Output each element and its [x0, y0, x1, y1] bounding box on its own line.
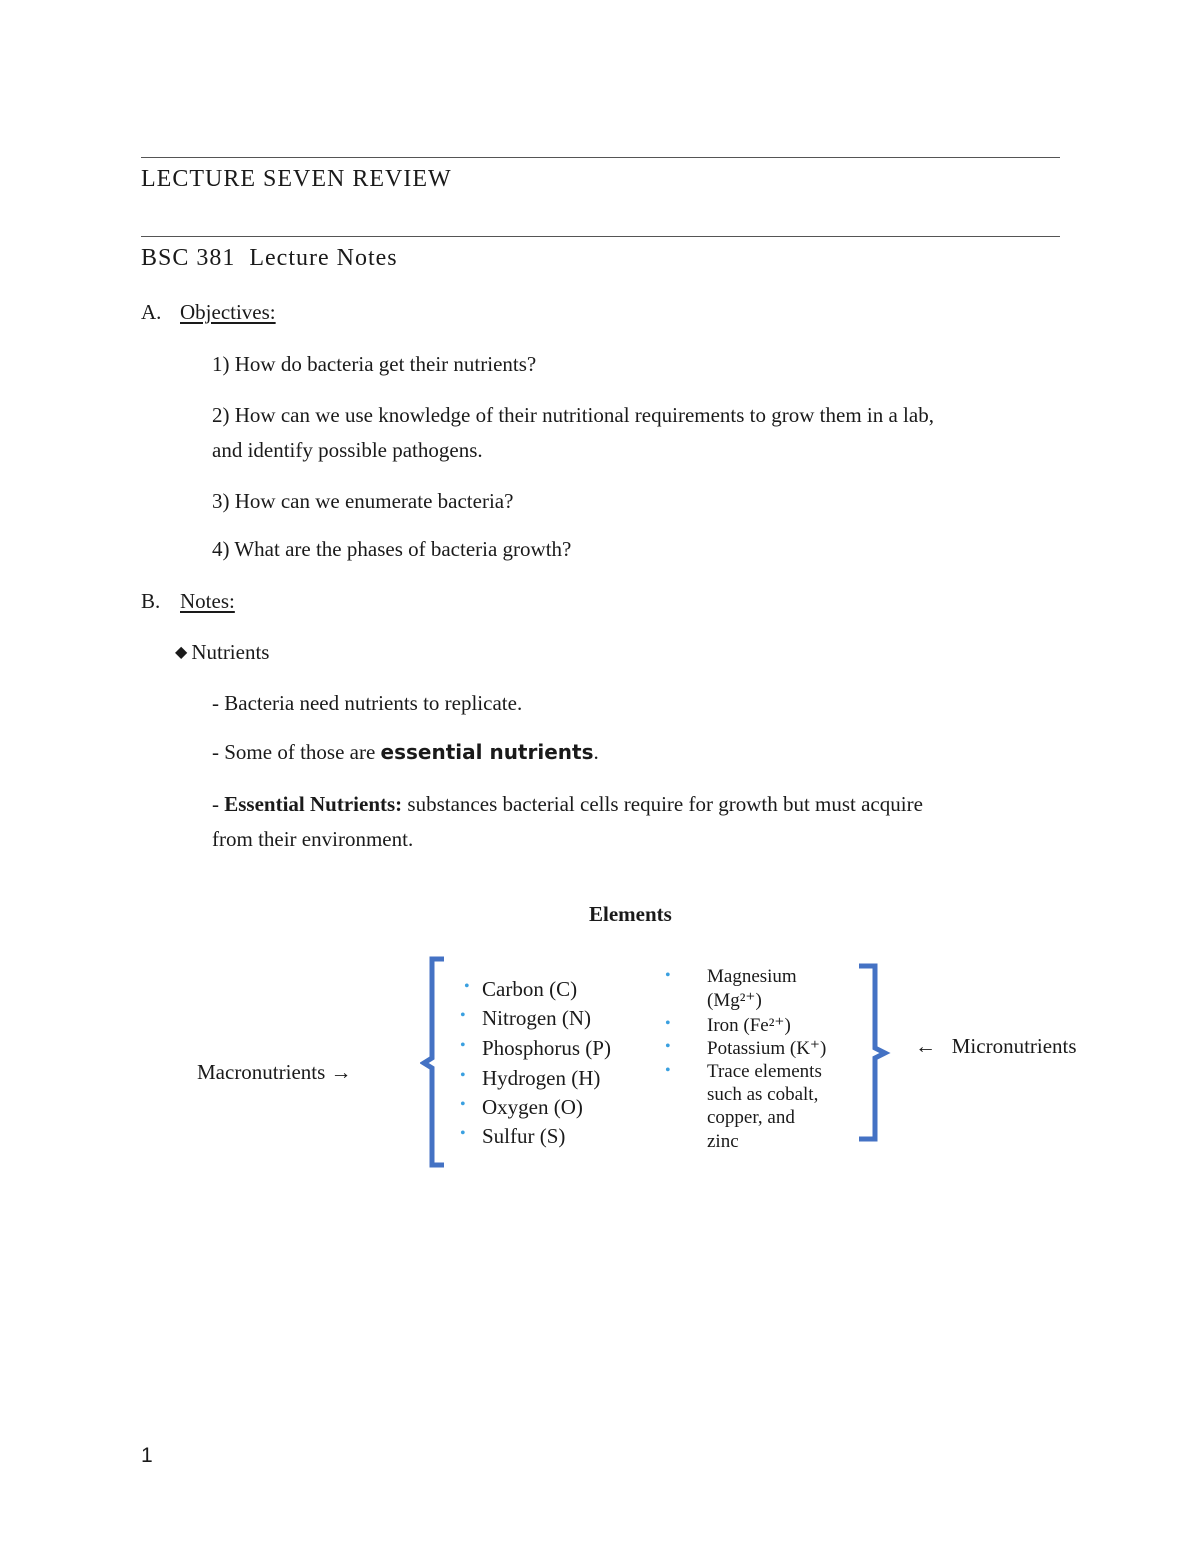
notes-line-4: from their environment.	[212, 827, 414, 851]
objective-item-2-cont: and identify possible pathogens.	[212, 438, 483, 462]
macro-item: Oxygen (O)	[482, 1095, 583, 1119]
bullet-icon: •	[460, 1096, 466, 1113]
notes-heading: Notes:	[180, 589, 235, 613]
top-rule	[141, 157, 1060, 158]
macro-item: Nitrogen (N)	[482, 1006, 592, 1030]
course-subtitle: BSC 381 Lecture Notes	[141, 245, 398, 271]
micro-item-trace-cont-3: zinc	[707, 1131, 739, 1152]
nutrients-label: Nutrients	[191, 640, 270, 664]
notes-line-2	[212, 740, 599, 765]
micro-item-potassium: Potassium (K⁺)	[707, 1038, 827, 1059]
essential-nutrients-emphasis: essential nutrients	[380, 740, 594, 764]
notes-letter: B.	[141, 589, 161, 613]
left-bracket-icon	[420, 955, 450, 1170]
bullet-icon: •	[665, 1015, 671, 1032]
page-number: 1	[141, 1444, 153, 1467]
notes-line-3	[212, 792, 923, 817]
essential-nutrients-term: Essential Nutrients:	[224, 792, 403, 816]
bullet-icon: •	[665, 1038, 671, 1055]
micronutrients-label: ← Micronutrients	[915, 1034, 1077, 1058]
page-title: LECTURE SEVEN REVIEW	[141, 166, 452, 192]
right-bracket-icon	[855, 962, 891, 1144]
bullet-icon: •	[460, 1125, 466, 1142]
macronutrients-label: Macronutrients →	[197, 1060, 352, 1084]
bullet-icon: •	[460, 1037, 466, 1054]
bullet-icon: •	[460, 1007, 466, 1024]
notes-line-1: - Bacteria need nutrients to replicate.	[212, 691, 523, 715]
macro-item: Hydrogen (H)	[482, 1066, 601, 1090]
notes-line-3-dash: -	[212, 792, 225, 816]
objective-item-1: 1) How do bacteria get their nutrients?	[212, 352, 537, 376]
nutrients-section	[175, 640, 269, 665]
bullet-icon: •	[665, 967, 671, 984]
second-rule	[141, 236, 1060, 237]
macro-item: Sulfur (S)	[482, 1124, 566, 1148]
diagram-title: Elements	[589, 902, 672, 926]
objective-item-2: 2) How can we use knowledge of their nutritional requirements to grow them in a lab,	[212, 403, 934, 427]
notes-line-2-pre: - Some of those are	[212, 740, 381, 764]
micro-item-trace-cont-1: such as cobalt,	[707, 1084, 819, 1105]
micro-item-trace-cont-2: copper, and	[707, 1107, 795, 1128]
bullet-icon: •	[464, 978, 470, 995]
diamond-bullet-icon: ◆	[175, 644, 188, 661]
macro-item: Carbon (C)	[482, 977, 578, 1001]
notes-line-2-post: .	[593, 740, 599, 764]
objectives-heading: Objectives:	[180, 300, 276, 324]
objective-item-3: 3) How can we enumerate bacteria?	[212, 489, 514, 513]
micro-item-trace: Trace elements	[707, 1061, 822, 1082]
objectives-letter: A.	[141, 300, 162, 324]
micro-item-iron: Iron (Fe²⁺)	[707, 1015, 791, 1036]
objective-item-4: 4) What are the phases of bacteria growth?	[212, 537, 572, 561]
micro-item-magnesium-symbol: (Mg²⁺)	[707, 990, 762, 1011]
bullet-icon: •	[460, 1067, 466, 1084]
bullet-icon: •	[665, 1062, 671, 1079]
notes-line-3-rest: substances bacterial cells require for growth but must acquire	[402, 792, 923, 816]
micro-item-magnesium: Magnesium	[707, 966, 797, 987]
macro-item: Phosphorus (P)	[482, 1036, 611, 1060]
